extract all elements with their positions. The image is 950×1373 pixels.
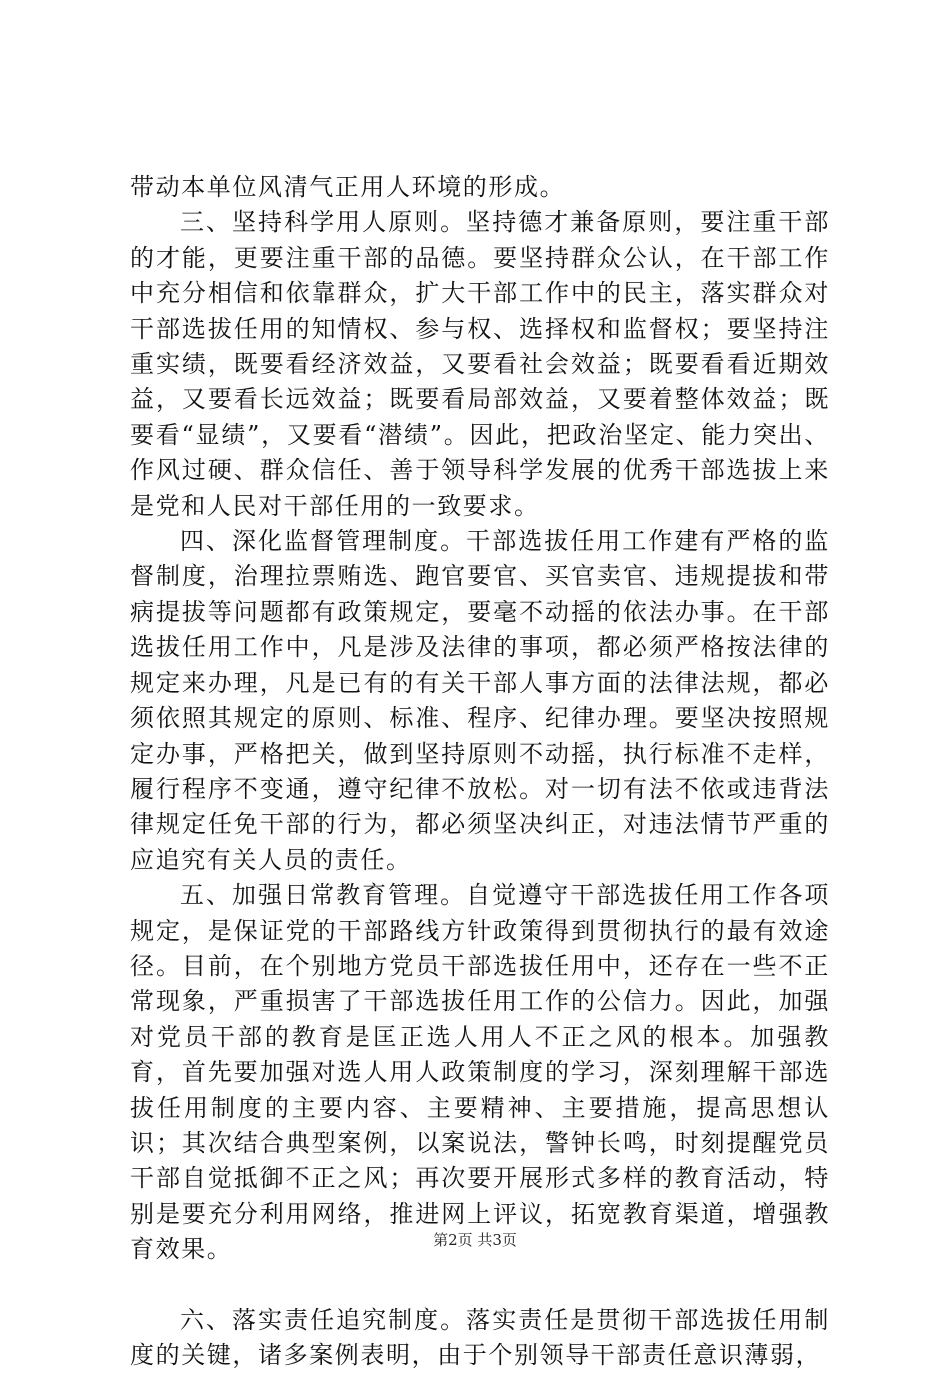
paragraph-section-6: 六、落实责任追究制度。落实责任是贯彻干部选拔任用制度的关键，诸多案例表明，由于个别领导干部责任意识薄弱，: [130, 1305, 830, 1369]
paragraph-section-3: 三、坚持科学用人原则。坚持德才兼备原则，要注重干部的才能，更要注重干部的品德。要坚持群众公认，在干部工作中充分相信和依靠群众，扩大干部工作中的民主，落实群众对干部选拔任用的知情权、参与权、选择权和监督权；要坚持注重实绩，既要看经济效益，又要看社会效益；既要看看近期效益，又要看长远效益；既要看局部效益，又要着整体效益；既要看“显绩”，又要看“潜绩”。因此，把政治坚定、能力突出、作风过硬、群众信任、善于领导科学发展的优秀干部选拔上来是党和人民对干部任用的一致要求。: [130, 208, 830, 520]
paragraph-section-4: 四、深化监督管理制度。干部选拔任用工作建有严格的监督制度，治理拉票贿选、跑官要官、买官卖官、违规提拔和带病提拔等问题都有政策规定，要毫不动摇的依法办事。在干部选拔任用工作中，凡是涉及法律的事项，都必须严格按法律的规定来办理，凡是已有的有关干部人事方面的法律法规，都必须依照其规定的原则、标准、程序、纪律办理。要坚决按照规定办事，严格把关，做到坚持原则不动摇，执行标准不走样，履行程序不变通，遵守纪律不放松。对一切有法不依或违背法律规定任免干部的行为，都必须坚决纠正，对违法情节严重的应追究有关人员的责任。: [130, 527, 830, 874]
page-footer: 第2页 共3页: [433, 1231, 517, 1249]
document-body: [130, 170, 830, 1373]
paragraph-section-5: 五、加强日常教育管理。自觉遵守干部选拔任用工作各项规定，是保证党的干部路线方针政策得到贯彻执行的最有效途径。目前，在个别地方党员干部选拔任用中，还存在一些不正常现象，严重损害了干部选拔任用工作的公信力。因此，加强对党员干部的教育是匡正选人用人不正之风的根本。加强教育，首先要加强对选人用人政策制度的学习，深刻理解干部选拔任用制度的主要内容、主要精神、主要措施，提高思想认识；其次结合典型案例，以案说法，警钟长鸣，时刻提醒党员干部自觉抵御不正之风；再次要开展形式多样的教育活动，特别是要充分利用网络，推进网上评议，拓宽教育渠道，增强教育效果。: [130, 881, 830, 1264]
paragraph-continuation: 带动本单位风清气正用人环境的形成。: [130, 173, 566, 201]
paragraph-spacer: [130, 1268, 830, 1303]
